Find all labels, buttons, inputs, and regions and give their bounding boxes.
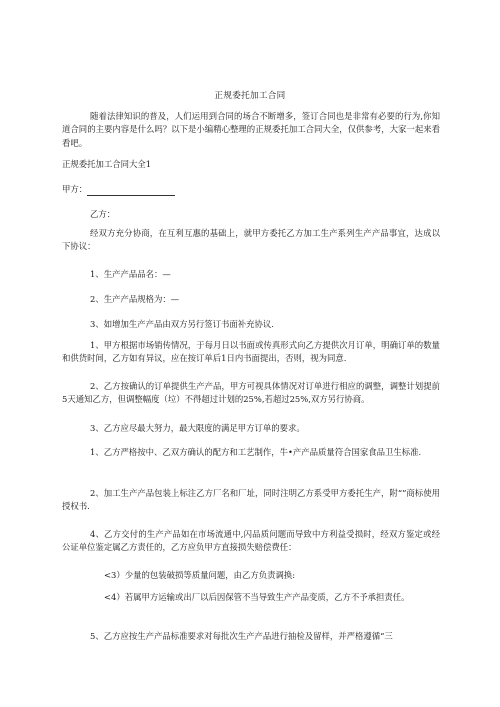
inspection-paragraph: 5、乙方应按生产产品标准要求对每批次生产产品进行抽检及留样，并严格遵循“三	[90, 631, 393, 641]
consult-paragraph: 经双方充分协商，在互利互惠的基础上，就甲方委托乙方加工生产系列生产产品事宜，达成以下协议：	[62, 228, 440, 252]
order-paragraph: 1、甲方根据市场销传情况，于每月日以书面或传真形式向乙方提供次月订单，明确订单的数量和供货时间，乙方如有异议，应在按订单后1日内书面提出，否则，视为同意.	[62, 340, 440, 364]
intro-paragraph: 随着法律知识的普及，人们运用到合同的场合不断增多，签订合同也是非常有必要的行为,你知道合同的主要内容是什么吗？以下是小编精心整理的正规委托加工合同大全，仅供参考，大家一起来看看吧。	[62, 111, 440, 148]
item-packaging: <3）少量的包装破损等质量问题，由乙方负责调换:	[104, 570, 296, 580]
effort-paragraph: 3、乙方应尽最大努力，最大限度的满足甲方订单的要求。	[90, 423, 305, 433]
item-product-name: 1、生产产品品名：—	[90, 269, 171, 279]
section-heading: 正规委托加工合同大全1	[62, 159, 152, 169]
party-b-label: 乙方：	[90, 209, 116, 219]
quality-paragraph: 4、乙方交付的生产产品如在市场流通中,闪品质问题而导致中方利益受损时，经双方鉴定或经公证单位鉴定属乙方责任的，乙方应负甲方直接损失赔偿费任：	[62, 529, 440, 553]
item-additional-products: 3、如增加生产产品由双方另行签订书面补充协议.	[90, 319, 274, 329]
party-a-blank	[87, 186, 175, 196]
document-title: 正规委托加工合同	[214, 91, 286, 101]
item-product-spec: 2、生产产品规格为：—	[90, 294, 180, 304]
party-a-label: 甲方：	[62, 184, 88, 194]
label-paragraph: 2、加工生产产品包装上标注乙方厂名和厂址，同时注明乙方系受甲方委托生产，附“”商标使用授权书.	[62, 488, 440, 512]
item-transport: <4）若属甲方运输或出厂以后因保管不当导致生产产品变质，乙方不予承担责任。	[104, 592, 410, 602]
adjust-paragraph: 2、乙方按确认的订单提供生产产品，甲方可视具体情况对订单进行相应的调整，调整计划提前5天通知乙方，但调整幅度（垃）不得超过计划的25%,若超过25%,双方另行协商。	[62, 381, 440, 405]
party-a-line	[62, 183, 440, 196]
formula-paragraph: 1、乙方严格按中、乙双方确认的配方和工艺制作，牛•产产品质量符合国家食品卫生标准.	[90, 447, 422, 457]
